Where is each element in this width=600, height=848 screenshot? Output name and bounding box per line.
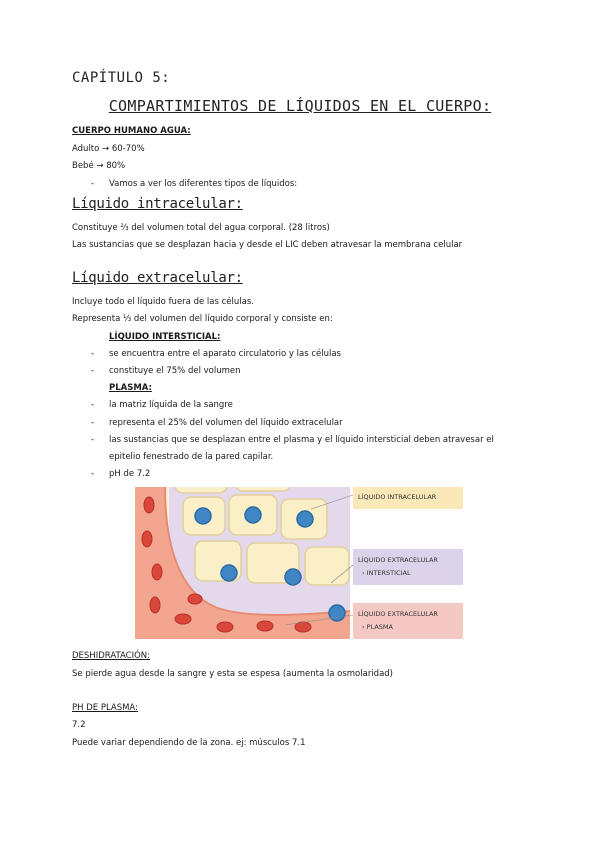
plasma-item: las sustancias que se desplazan entre el plasma y el líquido intersticial deben atravesar el (109, 435, 494, 445)
plasma-item: epitelio fenestrado de la pared capilar. (109, 452, 274, 462)
bullet-dash: - (91, 469, 95, 479)
label-intracellular: LÍQUIDO INTRACELULAR (358, 493, 437, 501)
plasma-item: pH de 7.2 (109, 469, 151, 479)
water-heading: CUERPO HUMANO AGUA: (72, 126, 191, 136)
label-plasma-1: LÍQUIDO EXTRACELULAR (358, 610, 438, 618)
lic-line-2: Las sustancias que se desplazan hacia y desde el LIC deben atravesar la membrana celular (72, 240, 463, 250)
label-interstitial-2: › INTERSTICIAL (362, 569, 411, 577)
bullet-dash: - (91, 179, 95, 189)
intersticial-item: constituye el 75% del volumen (109, 366, 241, 376)
label-box-plasma (353, 603, 463, 639)
bullet-dash: - (91, 366, 95, 376)
ph-text: Puede variar dependiendo de la zona. ej: músculos 7.1 (72, 738, 306, 748)
bullet-dash: - (91, 418, 95, 428)
label-plasma-2: › PLASMA (362, 623, 393, 631)
ph-value: 7.2 (72, 720, 86, 730)
lic-heading: Líquido intracelular: (72, 196, 243, 212)
bullet-dash: - (91, 435, 95, 445)
bullet-dash: - (91, 400, 95, 410)
chapter-heading: CAPÍTULO 5: (72, 70, 171, 86)
water-baby: Bebé → 80% (72, 161, 126, 171)
plasma-heading: PLASMA: (109, 383, 152, 393)
water-bullet: Vamos a ver los diferentes tipos de líquidos: (109, 179, 298, 189)
dehydration-text: Se pierde agua desde la sangre y esta se espesa (aumenta la osmolaridad) (72, 669, 393, 679)
intersticial-item: se encuentra entre el aparato circulatorio y las células (109, 349, 341, 359)
label-box-interstitial (353, 549, 463, 585)
page-title: COMPARTIMIENTOS DE LÍQUIDOS EN EL CUERPO: (108, 97, 492, 115)
bullet-dash: - (91, 349, 95, 359)
lec-line-2: Representa ⅓ del volumen del líquido corporal y consiste en: (72, 314, 333, 324)
ph-heading: PH DE PLASMA: (72, 703, 138, 713)
plasma-item: representa el 25% del volumen del líquido extracelular (109, 418, 343, 428)
fluid-compartments-figure (135, 487, 465, 639)
lic-line-1: Constituye ⅔ del volumen total del agua corporal. (28 litros) (72, 223, 330, 233)
dehydration-heading: DESHIDRATACIÓN: (72, 651, 151, 661)
water-adult: Adulto → 60-70% (72, 144, 145, 154)
intersticial-heading: LÍQUIDO INTERSTICIAL: (109, 332, 221, 342)
lec-heading: Líquido extracelular: (72, 270, 243, 286)
plasma-item: la matriz líquida de la sangre (109, 400, 233, 410)
lec-line-1: Incluye todo el líquido fuera de las células. (72, 297, 254, 307)
label-interstitial-1: LÍQUIDO EXTRACELULAR (358, 556, 438, 564)
